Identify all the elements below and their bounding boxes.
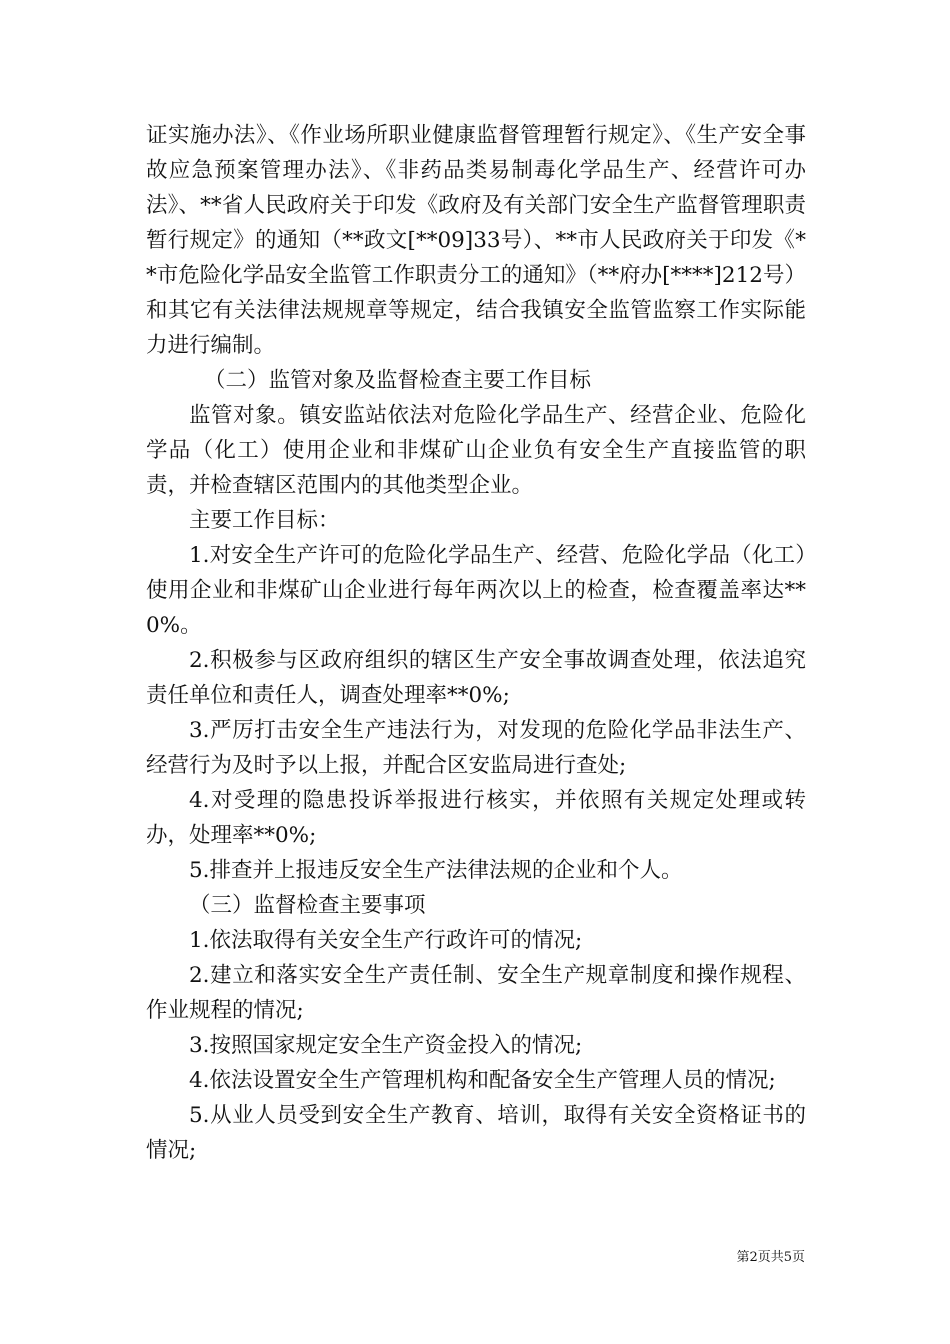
inspection-item-3: 3.按照国家规定安全生产资金投入的情况; (189, 1033, 583, 1058)
page-number: 第2页共5页 (736, 1250, 805, 1265)
goal-item-4: 4.对受理的隐患投诉举报进行核实，并依照有关规定处理或转办，处理率**0%; (146, 788, 806, 848)
paragraph-legal-basis: 证实施办法》、《作业场所职业健康监督管理暂行规定》、《生产安全事故应急预案管理办法》、《非药品类易制毒化学品生产、经营许可办法》、**省人民政府关于印发《政府及有关部门安全生产监督管理职责暂行规定》的通知（**政文[**09]33号）、**市人民政府关于印发《**市危险化学品安全监管工作职责分工的通知》（**府办[****]212号）和其它有关法律法规规章等规定，结合我镇安全监管监察工作实际能力进行编制。 (146, 123, 806, 358)
section-heading-2: （二）监管对象及监督检查主要工作目标 (204, 368, 592, 393)
inspection-item-1: 1.依法取得有关安全生产行政许可的情况; (189, 928, 583, 953)
goal-item-3: 3.严厉打击安全生产违法行为，对发现的危险化学品非法生产、经营行为及时予以上报，并配合区安监局进行查处; (146, 718, 806, 778)
paragraph-supervision-targets: 监管对象。镇安监站依法对危险化学品生产、经营企业、危险化学品（化工）使用企业和非煤矿山企业负有安全生产直接监管的职责，并检查辖区范围内的其他类型企业。 (146, 403, 806, 498)
goal-item-2: 2.积极参与区政府组织的辖区生产安全事故调查处理，依法追究责任单位和责任人，调查处理率**0%; (146, 648, 806, 708)
paragraph-goals-heading: 主要工作目标： (189, 508, 340, 533)
inspection-item-4: 4.依法设置安全生产管理机构和配备安全生产管理人员的情况; (189, 1068, 776, 1093)
section-heading-3: （三）监督检查主要事项 (189, 893, 426, 918)
document-body (146, 118, 806, 1168)
goal-item-1: 1.对安全生产许可的危险化学品生产、经营、危险化学品（化工）使用企业和非煤矿山企业进行每年两次以上的检查，检查覆盖率达**0%。 (146, 543, 806, 638)
inspection-item-2: 2.建立和落实安全生产责任制、安全生产规章制度和操作规程、作业规程的情况; (146, 963, 806, 1023)
goal-item-5: 5.排查并上报违反安全生产法律法规的企业和个人。 (189, 858, 683, 883)
inspection-item-5: 5.从业人员受到安全生产教育、培训，取得有关安全资格证书的情况; (146, 1103, 806, 1163)
